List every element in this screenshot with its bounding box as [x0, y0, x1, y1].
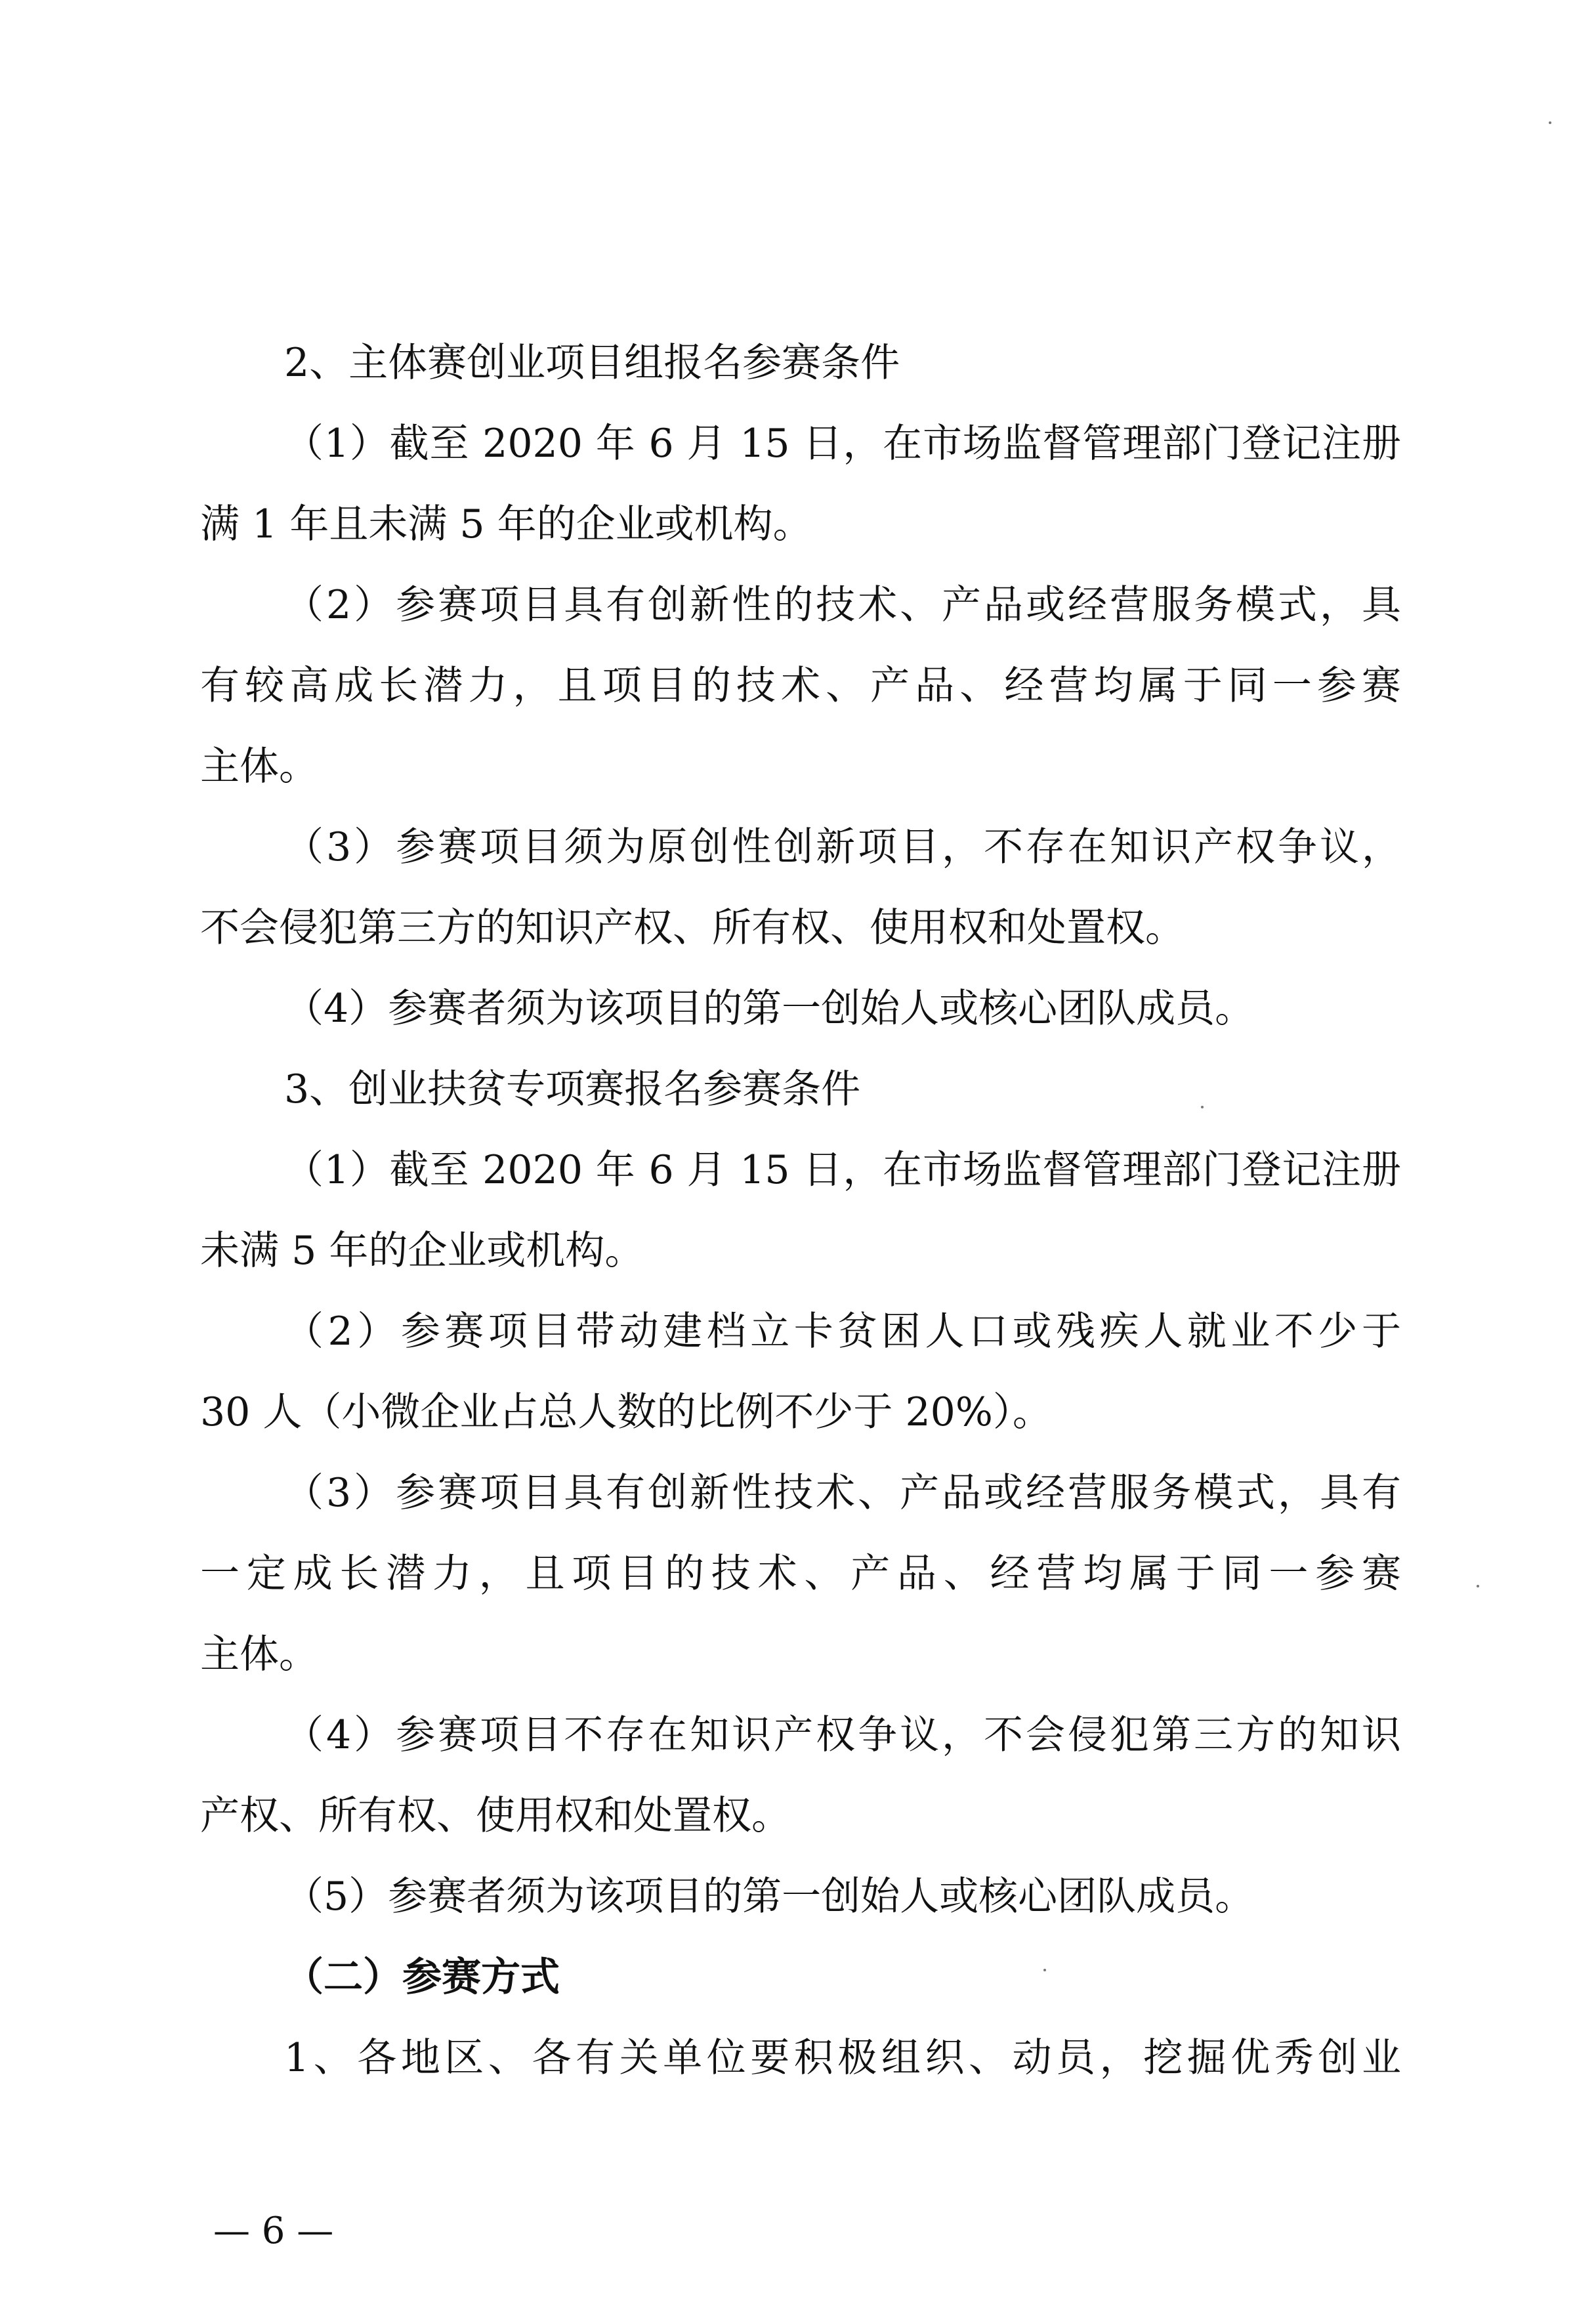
paragraph-line: 未满 5 年的企业或机构。 [200, 1228, 644, 1274]
paragraph-line: 一定成长潜力，且项目的技术、产品、经营均属于同一参赛 [200, 1551, 1401, 1597]
paragraph-line: 主体。 [200, 744, 318, 789]
paragraph-line: 1、各地区、各有关单位要积极组织、动员，挖掘优秀创业 [284, 2035, 1401, 2081]
paragraph-line: 不会侵犯第三方的知识产权、所有权、使用权和处置权。 [200, 905, 1185, 951]
paragraph-line: 产权、所有权、使用权和处置权。 [200, 1793, 791, 1839]
paragraph-line: （1）截至 2020 年 6 月 15 日，在市场监督管理部门登记注册 [284, 1147, 1401, 1193]
paragraph-line: （2）参赛项目带动建档立卡贫困人口或残疾人就业不少于 [284, 1309, 1401, 1354]
paragraph-line: （3）参赛项目具有创新性技术、产品或经营服务模式，具有 [284, 1470, 1401, 1516]
section-heading-poverty-competition: 3、创业扶贫专项赛报名参赛条件 [284, 1066, 861, 1112]
paragraph-line: 满 1 年且未满 5 年的企业或机构。 [200, 501, 812, 547]
paragraph-line: （2）参赛项目具有创新性的技术、产品或经营服务模式，具 [284, 582, 1401, 628]
paragraph-line: （1）截至 2020 年 6 月 15 日，在市场监督管理部门登记注册 [284, 421, 1401, 467]
paragraph-line: （3）参赛项目须为原创性创新项目，不存在知识产权争议， [284, 824, 1401, 870]
page-number: — 6 — [213, 2210, 334, 2252]
paragraph-line: （4）参赛者须为该项目的第一创始人或核心团队成员。 [284, 986, 1255, 1032]
paragraph-line: 30 人（小微企业占总人数的比例不少于 20%）。 [200, 1389, 1052, 1435]
section-heading-main-competition: 2、主体赛创业项目组报名参赛条件 [284, 340, 900, 386]
paragraph-line: （4）参赛项目不存在知识产权争议，不会侵犯第三方的知识 [284, 1712, 1401, 1758]
scan-speck [1201, 1106, 1204, 1108]
paragraph-line: （5）参赛者须为该项目的第一创始人或核心团队成员。 [284, 1874, 1255, 1920]
scan-speck [1477, 1585, 1479, 1587]
paragraph-line: 主体。 [200, 1631, 318, 1677]
section-heading-participation-method: （二）参赛方式 [284, 1954, 560, 2000]
scan-speck [1549, 121, 1551, 124]
scan-speck [1043, 1969, 1046, 1971]
paragraph-line: 有较高成长潜力，且项目的技术、产品、经营均属于同一参赛 [200, 663, 1401, 709]
